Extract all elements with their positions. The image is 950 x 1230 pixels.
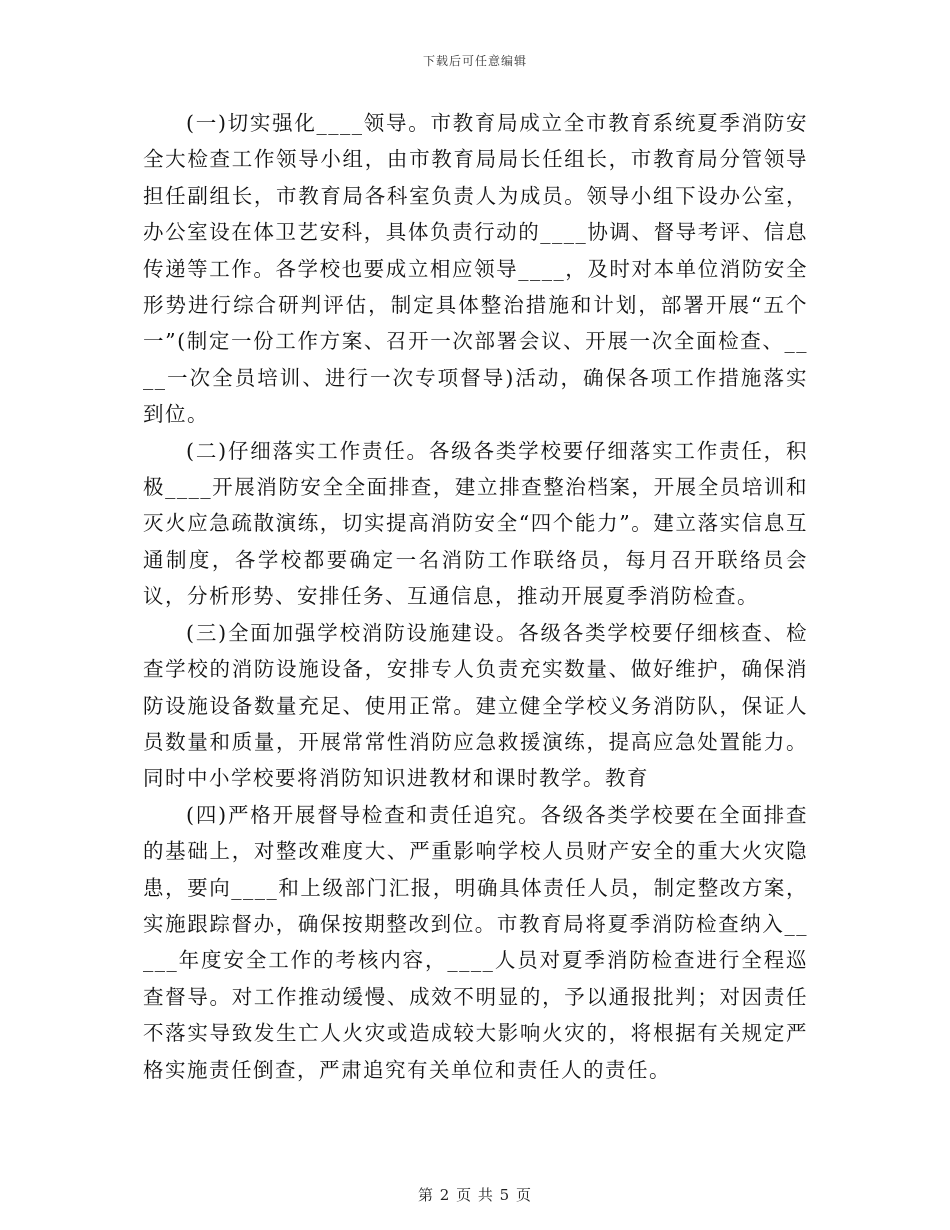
document-body bbox=[143, 105, 808, 1088]
paragraph-3: (三)全面加强学校消防设施建设。各级各类学校要仔细核查、检查学校的消防设施设备，安排专人负责充实数量、做好维护，确保消防设施设备数量充足、使用正常。建立健全学校义务消防队，保证人员数量和质量，开展常常性消防应急救援演练，提高应急处置能力。同时中小学校要将消防知识进教材和课时教学。教育 bbox=[143, 620, 808, 791]
page-header-note: 下载后可任意编辑 bbox=[422, 54, 527, 68]
paragraph-4: (四)严格开展督导检查和责任追究。各级各类学校要在全面排查的基础上，对整改难度大、严重影响学校人员财产安全的重大火灾隐患，要向____和上级部门汇报，明确具体责任人员，制定整改方案，实施跟踪督办，确保按期整改到位。市教育局将夏季消防检查纳入_____年度安全工作的考核内容，____人员对夏季消防检查进行全程巡查督导。对工作推动缓慢、成效不明显的，予以通报批判；对因责任不落实导致发生亡人火灾或造成较大影响火灾的，将根据有关规定严格实施责任倒查，严肃追究有关单位和责任人的责任。 bbox=[143, 802, 808, 1082]
paragraph-1: (一)切实强化____领导。市教育局成立全市教育系统夏季消防安全大检查工作领导小组，由市教育局局长任组长，市教育局分管领导担任副组长，市教育局各科室负责人为成员。领导小组下设办公室，办公室设在体卫艺安科，具体负责行动的____协调、督导考评、信息传递等工作。各学校也要成立相应领导____，及时对本单位消防安全形势进行综合研判评估，制定具体整治措施和计划，部署开展“五个一”(制定一份工作方案、召开一次部署会议、开展一次全面检查、____一次全员培训、进行一次专项督导)活动，确保各项工作措施落实到位。 bbox=[143, 111, 808, 427]
paragraph-2: (二)仔细落实工作责任。各级各类学校要仔细落实工作责任，积极____开展消防安全全面排查，建立排查整治档案，开展全员培训和灭火应急疏散演练，切实提高消防安全“四个能力”。建立落实信息互通制度，各学校都要确定一名消防工作联络员，每月召开联络员会议，分析形势、安排任务、互通信息，推动开展夏季消防检查。 bbox=[143, 438, 808, 609]
page-number: 第 2 页 共 5 页 bbox=[418, 1186, 532, 1204]
